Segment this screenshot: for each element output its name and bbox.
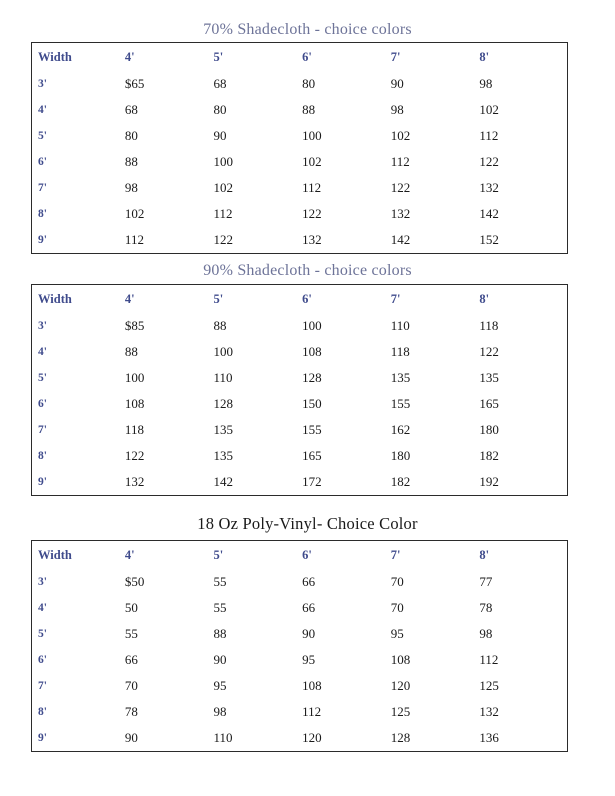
price-cell: 100: [213, 154, 234, 169]
price-cell: 70: [390, 574, 404, 589]
row-label: 9': [38, 234, 47, 246]
price-cell: 102: [213, 180, 234, 195]
table-title-70-shadecloth: 70% Shadecloth - choice colors: [203, 21, 412, 38]
price-cell: 128: [213, 396, 234, 411]
price-cell: 128: [302, 370, 322, 385]
row-label: 3': [38, 78, 47, 90]
price-cell: 80: [213, 102, 227, 117]
price-cell: 132: [124, 474, 145, 489]
price-cell: 152: [479, 232, 499, 247]
price-cell: 135: [213, 448, 234, 463]
price-cell: $50: [124, 574, 145, 589]
row-label: 6': [38, 156, 47, 168]
row-label: 5': [38, 628, 47, 640]
table-row: [32, 339, 568, 365]
header-8ft: 8': [479, 547, 490, 562]
row-label: 8': [38, 208, 47, 220]
price-cell: 112: [213, 206, 233, 221]
price-cell: 112: [302, 704, 322, 719]
price-cell: 172: [302, 474, 322, 489]
price-cell: 98: [213, 704, 227, 719]
price-cell: 142: [390, 232, 411, 247]
table-header-row: [32, 285, 568, 314]
price-cell: 128: [390, 730, 411, 745]
price-cell: 88: [213, 626, 227, 641]
price-cell: 66: [302, 574, 316, 589]
price-cell: 98: [124, 180, 138, 195]
price-cell: 66: [302, 600, 316, 615]
table-row: [32, 647, 568, 673]
price-cell: 118: [390, 344, 410, 359]
table-row: [32, 699, 568, 725]
price-cell: 77: [479, 574, 493, 589]
price-table-poly-vinyl: [31, 540, 568, 752]
header-4ft: 4': [124, 291, 135, 306]
price-cell: 120: [302, 730, 322, 745]
price-cell: $65: [124, 76, 145, 91]
price-cell: 142: [479, 206, 499, 221]
price-cell: 108: [124, 396, 145, 411]
price-cell: 78: [124, 704, 138, 719]
price-cell: 88: [124, 344, 138, 359]
header-8ft: 8': [479, 291, 490, 306]
header-6ft: 6': [302, 547, 312, 562]
price-cell: 112: [479, 652, 499, 667]
header-7ft: 7': [390, 49, 401, 64]
price-cell: 68: [213, 76, 227, 91]
price-cell: 90: [213, 128, 227, 143]
row-label: 7': [38, 424, 47, 436]
price-cell: 150: [302, 396, 322, 411]
price-cell: 110: [213, 370, 233, 385]
row-label: 9': [38, 476, 47, 488]
price-cell: 95: [302, 652, 316, 667]
price-cell: 122: [124, 448, 145, 463]
price-cell: 102: [124, 206, 145, 221]
row-label: 8': [38, 450, 47, 462]
header-7ft: 7': [390, 547, 401, 562]
price-cell: 55: [124, 626, 138, 641]
row-label: 5': [38, 372, 47, 384]
row-label: 8': [38, 706, 47, 718]
price-cell: 50: [124, 600, 138, 615]
row-label: 7': [38, 680, 47, 692]
row-label: 4': [38, 104, 47, 116]
header-4ft: 4': [124, 547, 135, 562]
table-header-row: [32, 541, 568, 570]
price-cell: 182: [479, 448, 499, 463]
price-cell: 102: [479, 102, 499, 117]
row-label: 4': [38, 602, 47, 614]
price-cell: 135: [479, 370, 499, 385]
price-cell: 132: [479, 180, 499, 195]
price-cell: 142: [213, 474, 234, 489]
table-row: [32, 621, 568, 647]
price-cell: 78: [479, 600, 493, 615]
price-cell: 110: [390, 318, 410, 333]
price-cell: 70: [124, 678, 138, 693]
price-cell: 132: [390, 206, 411, 221]
table-header-row: [32, 43, 568, 72]
header-8ft: 8': [479, 49, 490, 64]
price-cell: 100: [213, 344, 234, 359]
price-cell: 122: [302, 206, 322, 221]
table-row: [32, 71, 568, 97]
price-cell: 132: [302, 232, 322, 247]
price-cell: 125: [390, 704, 411, 719]
price-cell: 125: [479, 678, 499, 693]
price-cell: 95: [390, 626, 404, 641]
table-row: [32, 175, 568, 201]
price-cell: 88: [302, 102, 316, 117]
table-row: [32, 365, 568, 391]
header-5ft: 5': [213, 291, 224, 306]
price-table-90-shadecloth: [31, 284, 568, 496]
table-row: [32, 595, 568, 621]
table-row: [32, 417, 568, 443]
price-cell: 98: [479, 626, 493, 641]
price-cell: 100: [302, 128, 322, 143]
table-row: [32, 443, 568, 469]
table-row: [32, 391, 568, 417]
table-row: [32, 313, 568, 339]
price-table-70-shadecloth: [31, 42, 568, 254]
header-5ft: 5': [213, 49, 224, 64]
price-cell: 108: [302, 344, 322, 359]
price-cell: 165: [302, 448, 322, 463]
row-label: 3': [38, 576, 47, 588]
price-cell: 70: [390, 600, 404, 615]
price-cell: 112: [302, 180, 322, 195]
price-cell: 192: [479, 474, 499, 489]
price-cell: 155: [390, 396, 411, 411]
table-row: [32, 469, 568, 496]
table-row: [32, 725, 568, 752]
price-cell: 122: [479, 344, 499, 359]
price-cell: 110: [213, 730, 233, 745]
price-cell: 162: [390, 422, 411, 437]
row-label: 5': [38, 130, 47, 142]
header-width: Width: [38, 49, 72, 64]
row-label: 9': [38, 732, 47, 744]
row-label: 6': [38, 398, 47, 410]
price-cell: 182: [390, 474, 411, 489]
price-cell: 136: [479, 730, 499, 745]
price-cell: 112: [390, 154, 410, 169]
header-width: Width: [38, 291, 72, 306]
table-row: [32, 123, 568, 149]
price-cell: 108: [390, 652, 411, 667]
price-cell: 55: [213, 574, 227, 589]
row-label: 4': [38, 346, 47, 358]
table-title-poly-vinyl: 18 Oz Poly-Vinyl- Choice Color: [197, 514, 418, 533]
price-cell: 100: [302, 318, 322, 333]
price-cell: 118: [479, 318, 499, 333]
price-cell: 112: [479, 128, 499, 143]
header-4ft: 4': [124, 49, 135, 64]
price-cell: 90: [390, 76, 404, 91]
price-cell: 108: [302, 678, 322, 693]
price-cell: 120: [390, 678, 411, 693]
table-row: [32, 227, 568, 254]
price-cell: 102: [390, 128, 411, 143]
header-6ft: 6': [302, 49, 312, 64]
header-5ft: 5': [213, 547, 224, 562]
price-cell: 180: [390, 448, 411, 463]
price-cell: 132: [479, 704, 499, 719]
price-cell: 180: [479, 422, 499, 437]
price-cell: 55: [213, 600, 227, 615]
table-row: [32, 201, 568, 227]
row-label: 7': [38, 182, 47, 194]
price-cell: 90: [124, 730, 138, 745]
price-cell: 112: [124, 232, 144, 247]
price-cell: 135: [390, 370, 411, 385]
price-cell: 88: [124, 154, 138, 169]
header-7ft: 7': [390, 291, 401, 306]
price-cell: 95: [213, 678, 227, 693]
price-cell: 88: [213, 318, 227, 333]
header-width: Width: [38, 547, 72, 562]
price-cell: 122: [213, 232, 234, 247]
price-cell: 80: [302, 76, 316, 91]
table-row: [32, 149, 568, 175]
table-row: [32, 97, 568, 123]
price-cell: 98: [390, 102, 404, 117]
price-cell: 90: [302, 626, 316, 641]
table-row: [32, 673, 568, 699]
price-cell: 66: [124, 652, 138, 667]
row-label: 6': [38, 654, 47, 666]
price-cell: 68: [124, 102, 138, 117]
price-cell: 122: [390, 180, 411, 195]
row-label: 3': [38, 320, 47, 332]
table-title-90-shadecloth: 90% Shadecloth - choice colors: [203, 262, 412, 279]
price-cell: 155: [302, 422, 322, 437]
price-cell: 100: [124, 370, 145, 385]
table-row: [32, 569, 568, 595]
price-cell: 118: [124, 422, 144, 437]
price-cell: 80: [124, 128, 138, 143]
price-cell: 135: [213, 422, 234, 437]
price-cell: $85: [124, 318, 145, 333]
price-cell: 102: [302, 154, 322, 169]
price-cell: 98: [479, 76, 493, 91]
price-cell: 90: [213, 652, 227, 667]
price-cell: 165: [479, 396, 499, 411]
price-cell: 122: [479, 154, 499, 169]
header-6ft: 6': [302, 291, 312, 306]
